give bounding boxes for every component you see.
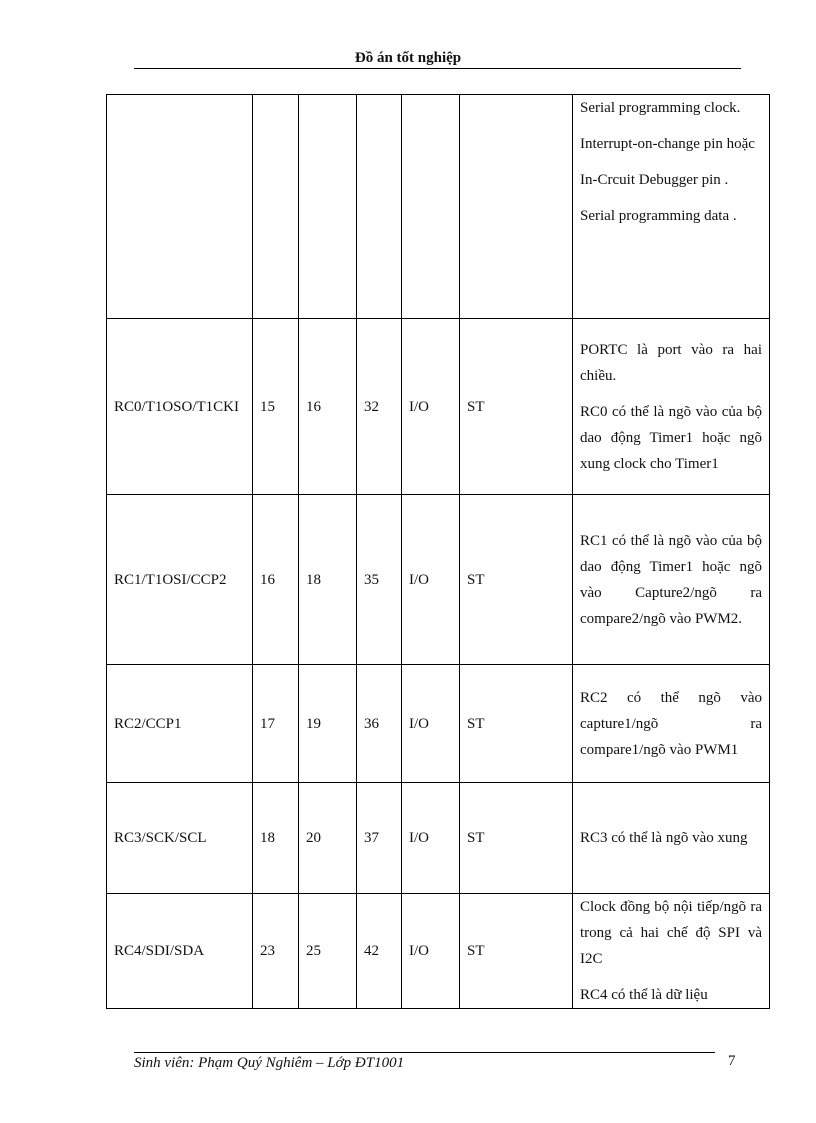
pin-number-cell: 16 — [299, 319, 357, 495]
pin-number-cell: 18 — [253, 783, 299, 894]
buffer-type-cell — [460, 95, 573, 319]
description-paragraph: RC4 có thể là dữ liệu — [580, 987, 708, 1003]
buffer-type-cell: ST — [460, 783, 573, 894]
io-type-cell: I/O — [402, 495, 460, 665]
pin-number-cell: 19 — [299, 665, 357, 783]
table-row — [107, 495, 770, 665]
pin-number-cell: 32 — [357, 319, 402, 495]
description-cell — [573, 319, 770, 495]
table-row — [107, 95, 770, 319]
io-type-cell — [402, 95, 460, 319]
header-divider — [134, 68, 741, 69]
table-row — [107, 665, 770, 783]
pin-number-cell: 25 — [299, 894, 357, 1009]
description-paragraph: PORTC là port vào ra hai chiều. — [580, 341, 762, 384]
pin-number-cell: 37 — [357, 783, 402, 894]
pin-number-cell — [299, 95, 357, 319]
pin-name-cell — [107, 95, 253, 319]
pin-table-body — [107, 95, 770, 1009]
pin-number-cell: 36 — [357, 665, 402, 783]
pin-number-cell: 18 — [299, 495, 357, 665]
description-paragraph: Serial programming clock. — [580, 100, 741, 116]
page-header-title: Đồ án tốt nghiệp — [354, 50, 462, 66]
pin-name-cell: RC2/CCP1 — [107, 665, 253, 783]
pin-number-cell — [253, 95, 299, 319]
description-cell — [573, 495, 770, 665]
description-paragraph: RC3 có thể là ngõ vào xung — [580, 830, 748, 846]
pin-number-cell: 17 — [253, 665, 299, 783]
buffer-type-cell: ST — [460, 665, 573, 783]
pin-name-cell: RC1/T1OSI/CCP2 — [107, 495, 253, 665]
description-cell — [573, 894, 770, 1009]
io-type-cell: I/O — [402, 665, 460, 783]
description-paragraph: In-Crcuit Debugger pin . — [580, 172, 729, 188]
table-row — [107, 319, 770, 495]
pin-number-cell: 23 — [253, 894, 299, 1009]
table-row — [107, 783, 770, 894]
footer-divider — [134, 1052, 715, 1053]
description-paragraph: Clock đồng bộ nội tiếp/ngõ ra trong cả hai chế độ SPI và I2C — [580, 899, 762, 967]
buffer-type-cell: ST — [460, 319, 573, 495]
pin-number-cell: 16 — [253, 495, 299, 665]
pin-number-cell: 42 — [357, 894, 402, 1009]
io-type-cell: I/O — [402, 319, 460, 495]
description-cell — [573, 95, 770, 319]
pin-table — [106, 94, 770, 1009]
pin-number-cell: 35 — [357, 495, 402, 665]
io-type-cell: I/O — [402, 894, 460, 1009]
description-paragraph: Serial programming data . — [580, 208, 737, 224]
description-cell — [573, 783, 770, 894]
footer-author: Sinh viên: Phạm Quý Nghiêm – Lớp ĐT1001 — [134, 1055, 405, 1071]
pin-number-cell: 15 — [253, 319, 299, 495]
buffer-type-cell: ST — [460, 894, 573, 1009]
description-cell — [573, 665, 770, 783]
pin-name-cell: RC0/T1OSO/T1CKI — [107, 319, 253, 495]
table-row — [107, 894, 770, 1009]
io-type-cell: I/O — [402, 783, 460, 894]
buffer-type-cell: ST — [460, 495, 573, 665]
description-paragraph: RC0 có thể là ngõ vào của bộ dao động Timer1 hoặc ngõ xung clock cho Timer1 — [580, 403, 762, 472]
pin-number-cell — [357, 95, 402, 319]
pin-name-cell: RC4/SDI/SDA — [107, 894, 253, 1009]
page-number: 7 — [728, 1053, 736, 1069]
description-paragraph: Interrupt-on-change pin hoặc — [580, 136, 755, 152]
pin-number-cell: 20 — [299, 783, 357, 894]
description-paragraph: RC1 có thể là ngõ vào của bộ dao động Timer1 hoặc ngõ vào Capture2/ngõ ra compare2/ngõ vào PWM2. — [580, 532, 762, 627]
pin-name-cell: RC3/SCK/SCL — [107, 783, 253, 894]
description-paragraph: RC2 có thể ngõ vào capture1/ngõ ra compare1/ngõ vào PWM1 — [580, 689, 762, 758]
